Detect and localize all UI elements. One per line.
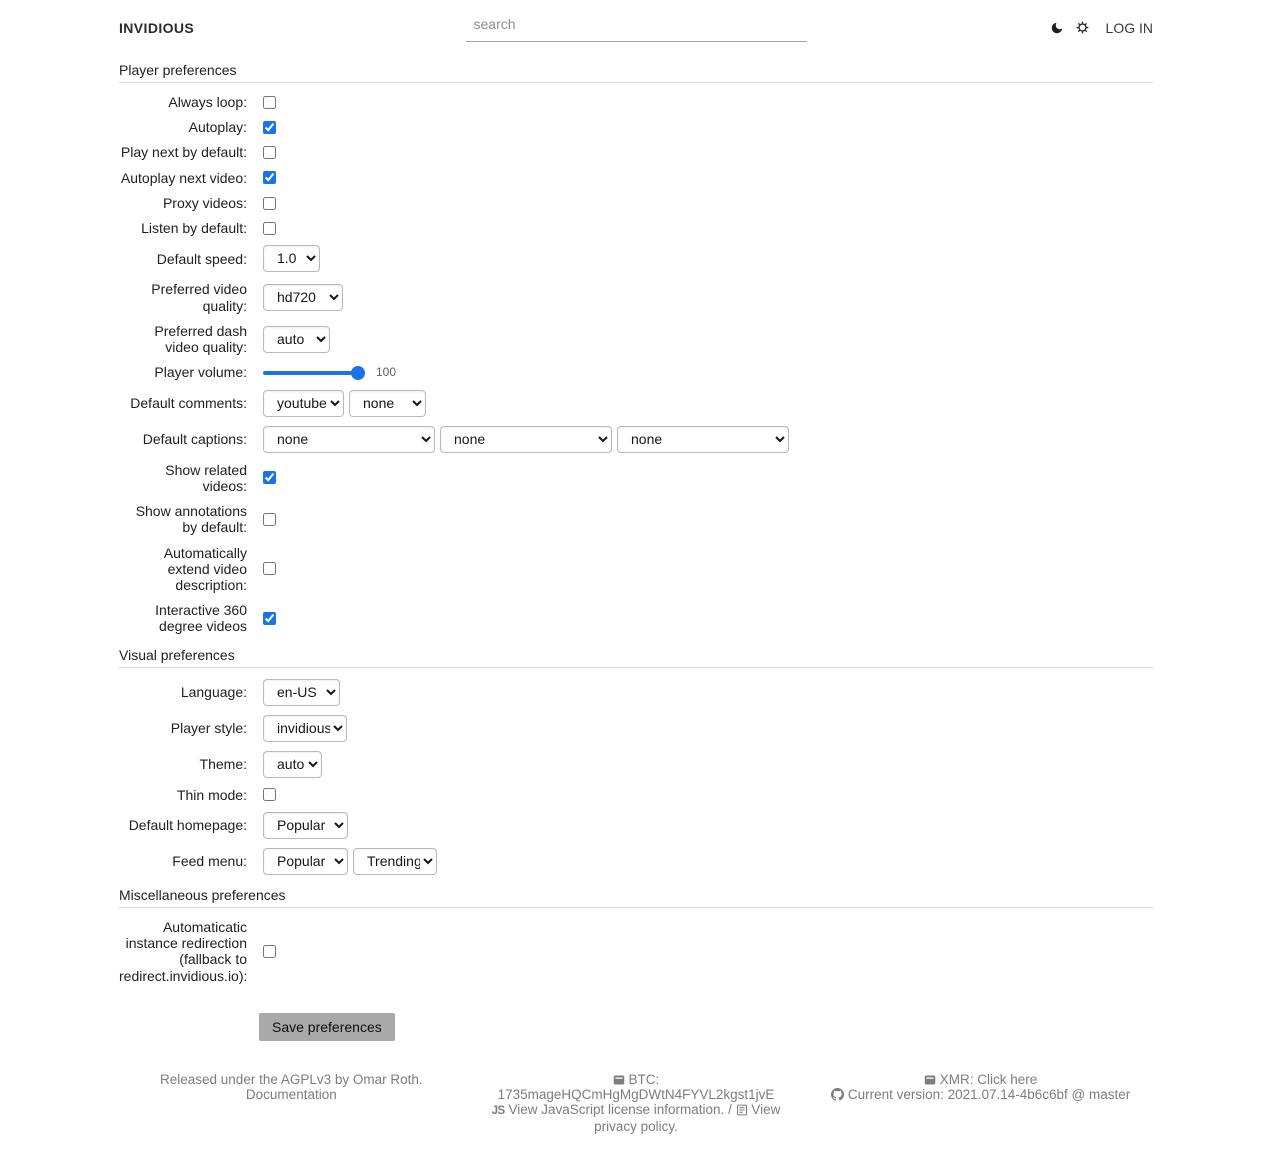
top-bar <box>119 0 1153 50</box>
slider-thumb[interactable] <box>351 366 365 380</box>
pref-row-360-videos <box>119 602 1153 634</box>
default-homepage-label: Default homepage: <box>128 817 247 834</box>
pref-row-dash-quality <box>119 323 1153 355</box>
play-next-checkbox[interactable] <box>263 146 276 159</box>
theme-select[interactable] <box>263 751 322 778</box>
js-license-link[interactable]: View JavaScript license information. <box>508 1101 725 1117</box>
default-speed-label: Default speed: <box>156 250 247 267</box>
gear-icon[interactable] <box>1075 20 1090 35</box>
default-comments-label: Default comments: <box>130 394 247 411</box>
documentation-link[interactable]: Documentation <box>245 1086 337 1102</box>
search-input[interactable] <box>466 13 807 42</box>
pref-row-instance-redirect <box>119 919 1153 984</box>
always-loop-checkbox[interactable] <box>263 96 276 109</box>
proxy-videos-checkbox[interactable] <box>263 197 276 210</box>
pref-row-player-volume <box>119 364 1153 380</box>
video-quality-label: Preferred video quality: <box>151 281 247 314</box>
instance-redirect-label: Automaticatic instance redirection (fallback to redirect.invidious.io): <box>119 918 248 984</box>
released-text: Released under the AGPLv3 by Omar Roth. <box>160 1071 423 1087</box>
btc-address: BTC: 1735mageHQCmHgMgDWtN4FYVL2kgst1jvE <box>497 1071 775 1102</box>
autoplay-next-label: Autoplay next video: <box>120 169 247 186</box>
default-captions-select-3[interactable] <box>617 426 789 453</box>
player-volume-label: Player volume: <box>154 364 247 381</box>
pref-row-theme <box>119 751 1153 778</box>
pref-row-thin-mode <box>119 787 1153 803</box>
thin-mode-label: Thin mode: <box>176 786 247 803</box>
listen-default-label: Listen by default: <box>141 220 247 237</box>
pref-row-language <box>119 679 1153 706</box>
slider-track <box>263 371 363 375</box>
player-volume-slider[interactable] <box>263 366 363 380</box>
separator-text: / <box>728 1101 732 1117</box>
player-preferences-section <box>119 83 1153 635</box>
default-speed-select[interactable] <box>263 245 320 272</box>
default-comments-select-2[interactable] <box>349 390 426 417</box>
pref-row-autoplay <box>119 119 1153 135</box>
pref-row-default-comments <box>119 390 1153 417</box>
dash-quality-select[interactable] <box>263 326 330 353</box>
extend-description-label: Automatically extend video description: <box>163 544 247 593</box>
search-box <box>466 13 807 42</box>
autoplay-next-checkbox[interactable] <box>263 171 276 184</box>
coin-icon <box>613 1074 625 1086</box>
interactive-360-checkbox[interactable] <box>263 612 276 625</box>
interactive-360-label: Interactive 360 degree videos <box>155 602 247 635</box>
page-footer <box>119 1072 1153 1150</box>
save-preferences-button[interactable]: Save preferences <box>259 1013 395 1041</box>
visual-preferences-section <box>119 668 1153 875</box>
player-style-select[interactable] <box>263 715 347 742</box>
xmr-link[interactable]: Click here <box>977 1071 1038 1087</box>
feed-menu-select-1[interactable] <box>263 848 348 875</box>
thin-mode-checkbox[interactable] <box>263 788 276 801</box>
related-videos-checkbox[interactable] <box>263 471 276 484</box>
dash-quality-label: Preferred dash video quality: <box>154 322 247 356</box>
player-style-label: Player style: <box>170 720 247 737</box>
footer-license-column <box>119 1072 464 1134</box>
js-icon: JS <box>491 1104 505 1117</box>
always-loop-label: Always loop: <box>168 94 247 110</box>
player-preferences-heading: Player preferences <box>119 62 1153 83</box>
pref-row-autoplay-next <box>119 170 1153 186</box>
pref-row-related-videos <box>119 462 1153 494</box>
default-comments-select-1[interactable] <box>263 390 344 417</box>
language-label: Language: <box>180 684 247 701</box>
privacy-policy-link[interactable]: View privacy policy. <box>594 1101 781 1134</box>
document-icon <box>736 1104 748 1116</box>
theme-label: Theme: <box>199 756 247 773</box>
xmr-line <box>822 1072 1139 1087</box>
default-homepage-select[interactable] <box>263 812 348 839</box>
pref-row-always-loop <box>119 94 1153 110</box>
btc-line <box>478 1072 795 1102</box>
brand-logo[interactable]: INVIDIOUS <box>119 19 195 36</box>
pref-row-extend-description <box>119 545 1153 594</box>
visual-preferences-heading: Visual preferences <box>119 647 1153 668</box>
pref-row-feed-menu <box>119 848 1153 875</box>
version-line <box>822 1087 1139 1102</box>
coin-icon <box>924 1074 936 1086</box>
video-quality-select[interactable] <box>263 284 343 311</box>
header-actions <box>807 20 1154 36</box>
license-line <box>478 1102 795 1134</box>
misc-preferences-heading: Miscellaneous preferences <box>119 887 1153 908</box>
listen-default-checkbox[interactable] <box>263 222 276 235</box>
pref-row-video-quality <box>119 281 1153 313</box>
default-captions-select-2[interactable] <box>440 426 612 453</box>
pref-row-player-style <box>119 715 1153 742</box>
pref-row-default-captions <box>119 426 1153 453</box>
play-next-label: Play next by default: <box>120 144 247 161</box>
autoplay-label: Autoplay: <box>188 119 247 136</box>
default-captions-label: Default captions: <box>142 430 247 447</box>
pref-row-annotations <box>119 503 1153 535</box>
pref-row-proxy-videos <box>119 195 1153 211</box>
instance-redirect-checkbox[interactable] <box>263 945 276 958</box>
moon-icon[interactable] <box>1050 21 1064 35</box>
pref-row-listen-default <box>119 220 1153 236</box>
language-select[interactable] <box>263 679 340 706</box>
autoplay-checkbox[interactable] <box>263 121 276 134</box>
github-icon <box>831 1088 844 1101</box>
annotations-checkbox[interactable] <box>263 513 276 526</box>
extend-description-checkbox[interactable] <box>263 562 276 575</box>
footer-version-column <box>808 1072 1153 1134</box>
invidious-preferences-page <box>119 0 1153 1150</box>
pref-row-play-next <box>119 144 1153 160</box>
default-captions-select-1[interactable] <box>263 426 435 453</box>
xmr-prefix: XMR: <box>939 1071 974 1087</box>
annotations-label: Show annotations by default: <box>135 503 247 536</box>
footer-donate-column <box>464 1072 809 1134</box>
misc-preferences-section <box>119 908 1153 1041</box>
related-videos-label: Show related videos: <box>165 461 247 494</box>
pref-row-default-speed <box>119 245 1153 272</box>
proxy-videos-label: Proxy videos: <box>162 194 247 211</box>
pref-row-default-homepage <box>119 812 1153 839</box>
player-volume-value: 100 <box>376 365 397 380</box>
feed-menu-label: Feed menu: <box>172 853 247 870</box>
log-in-link[interactable]: LOG IN <box>1105 19 1153 36</box>
feed-menu-select-2[interactable] <box>353 848 437 875</box>
version-text: Current version: 2021.07.14-4b6c6bf @ master <box>847 1086 1131 1102</box>
